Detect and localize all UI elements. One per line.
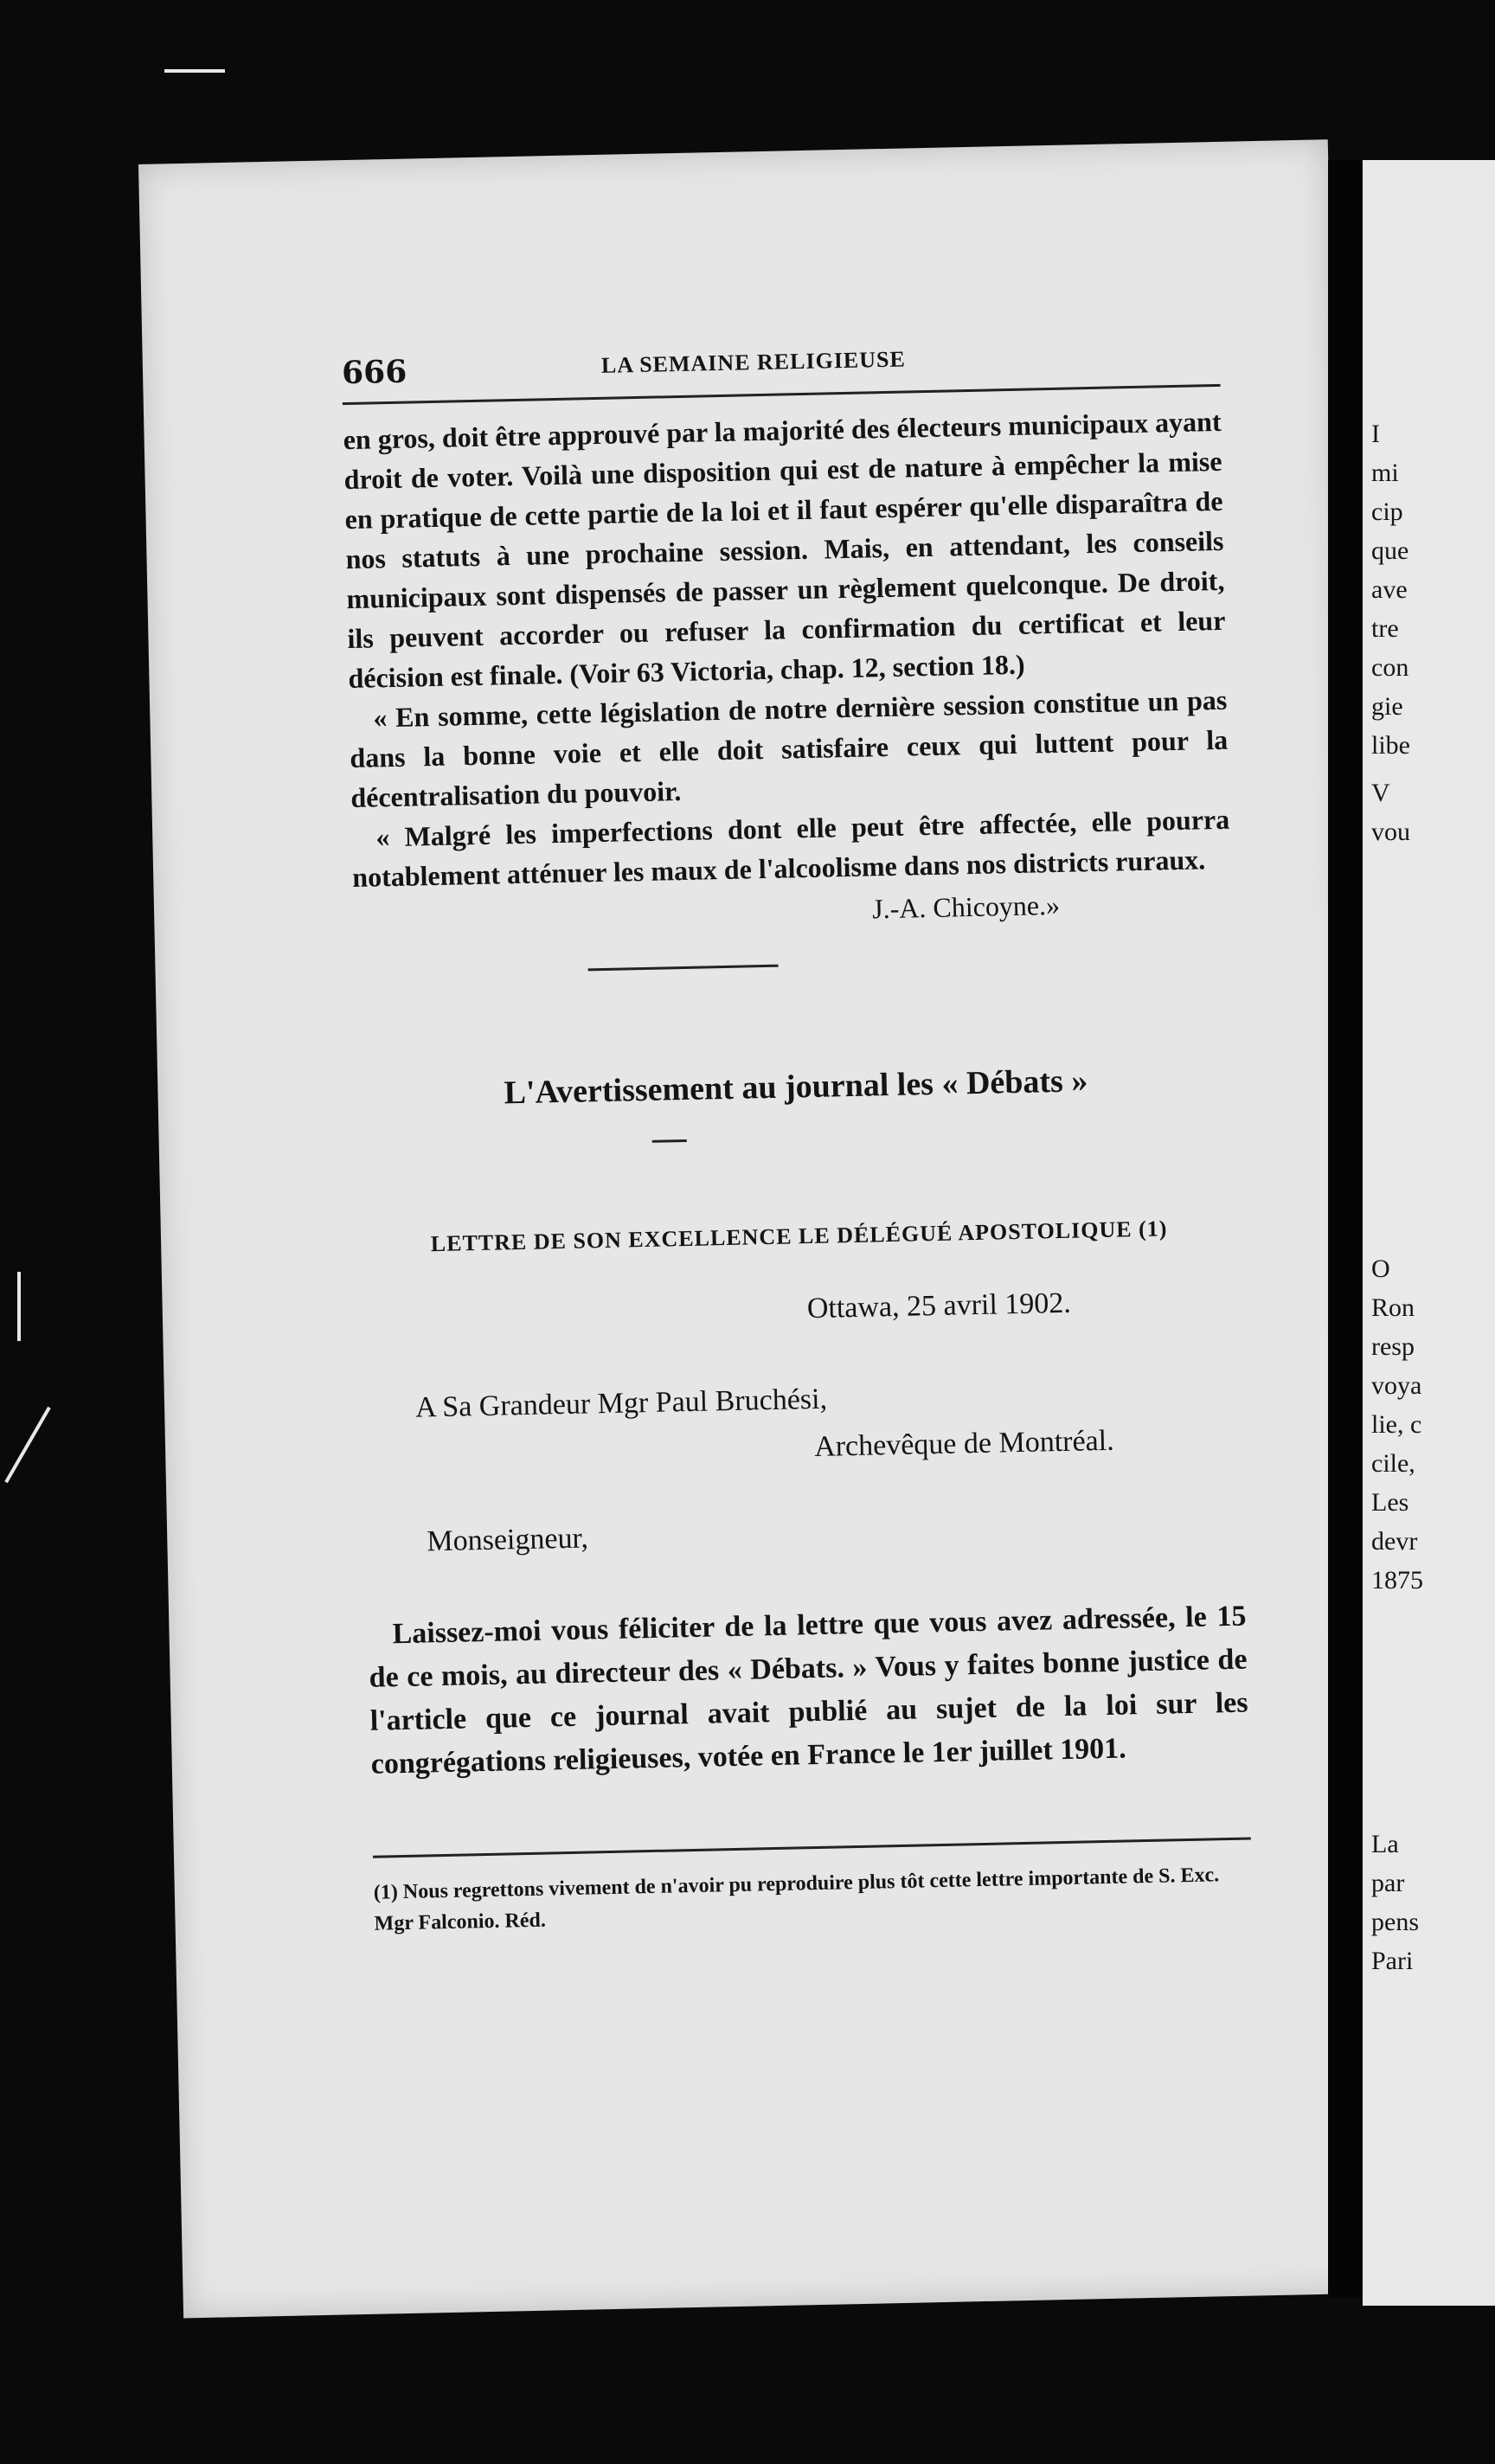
right-page-text: O: [1371, 1254, 1390, 1283]
title-dash: [652, 1139, 687, 1143]
scan-speck: [17, 1272, 21, 1341]
right-page-text: que: [1371, 536, 1409, 565]
right-page-text: pens: [1371, 1908, 1419, 1936]
letter-body: [368, 1595, 1249, 1787]
right-page-text: Ron: [1371, 1293, 1415, 1322]
letter-paragraph: Laissez-moi vous féliciter de la lettre que vous avez adressée, le 15 de ce mois, au directeur des « Débats. » Vous y faites bonne justice de l'article que ce journal avait publié au sujet de la loi sur les congrégations religieuses, votée en France le 1er juillet 1901.: [369, 1600, 1248, 1781]
letter-heading: LETTRE DE SON EXCELLENCE LE DÉLÉGUÉ APOSTOLIQUE (1): [430, 1216, 1168, 1257]
scan-speck: [4, 1407, 50, 1484]
body-text: [343, 401, 1230, 897]
addressee: A Sa Grandeur Mgr Paul Bruchési,: [414, 1383, 828, 1424]
right-page-text: V: [1371, 779, 1390, 807]
right-page-text: devr: [1371, 1527, 1418, 1556]
right-page-text: con: [1371, 653, 1409, 682]
signature: J.-A. Chicoyne.»: [871, 889, 1061, 925]
page-content: [138, 139, 1373, 2318]
right-page-text: gie: [1371, 692, 1403, 721]
right-page-text: cile,: [1371, 1449, 1415, 1478]
left-page: [138, 139, 1373, 2318]
addressee-title: Archevêque de Montréal.: [813, 1424, 1114, 1463]
right-page-text: voya: [1371, 1371, 1422, 1400]
right-page-text: mi: [1371, 459, 1399, 487]
right-page-text: ave: [1371, 575, 1408, 604]
body-paragraph: « En somme, cette législation de notre dernière session constitue un pas dans la bonne voie et elle doit satisfaire ceux qui luttent pour la décentralisation du pouvoir.: [350, 683, 1229, 814]
section-separator: [588, 965, 779, 972]
right-page-text: vou: [1371, 818, 1410, 846]
running-head: LA SEMAINE RELIGIEUSE: [600, 346, 907, 378]
right-page-text: I: [1371, 420, 1380, 448]
right-page-text: cip: [1371, 497, 1403, 526]
right-page-text: tre: [1371, 614, 1399, 643]
body-paragraph: « Malgré les imperfections dont elle peut être affectée, elle pourra notablement atténuer les maux de l'alcoolisme dans nos districts ruraux.: [351, 803, 1230, 893]
book-gutter: [1328, 160, 1363, 2297]
article-title: L'Avertissement au journal les « Débats »: [504, 1062, 1088, 1112]
salutation: Monseigneur,: [427, 1522, 589, 1558]
scan-speck: [164, 69, 225, 73]
right-page-text: lie, c: [1371, 1410, 1422, 1439]
right-page-text: 1875: [1371, 1566, 1423, 1595]
right-page-text: par: [1371, 1869, 1405, 1897]
right-page-text: La: [1371, 1830, 1399, 1858]
right-page-fragment: [1363, 160, 1495, 2306]
footnote: (1) Nous regrettons vivement de n'avoir pu reproduire plus tôt cette lettre importante de S. Exc. Mgr Falconio. Réd.: [373, 1864, 1220, 1935]
dateline: Ottawa, 25 avril 1902.: [806, 1287, 1072, 1325]
right-page-text: Pari: [1371, 1947, 1414, 1975]
page-number: 666: [341, 353, 407, 392]
right-page-text: Les: [1371, 1488, 1409, 1517]
footnote-rule: [373, 1837, 1251, 1858]
right-page-text: resp: [1371, 1332, 1415, 1361]
body-paragraph: en gros, doit être approuvé par la majorité des électeurs municipaux ayant droit de voter. Voilà une disposition qui est de nature à empêcher la mise en pratique de cette partie de la loi et il faut espérer qu'elle disparaîtra de nos statuts à une prochaine session. Mais, en attendant, les conseils municipaux sont dispensés de passer un règlement quelconque. De droit, ils peuvent accorder ou refuser la confirmation du certificat et leur décision est finale. (Voir 63 Victoria, chap. 12, section 18.): [343, 405, 1226, 695]
right-page-text: libe: [1371, 731, 1410, 760]
